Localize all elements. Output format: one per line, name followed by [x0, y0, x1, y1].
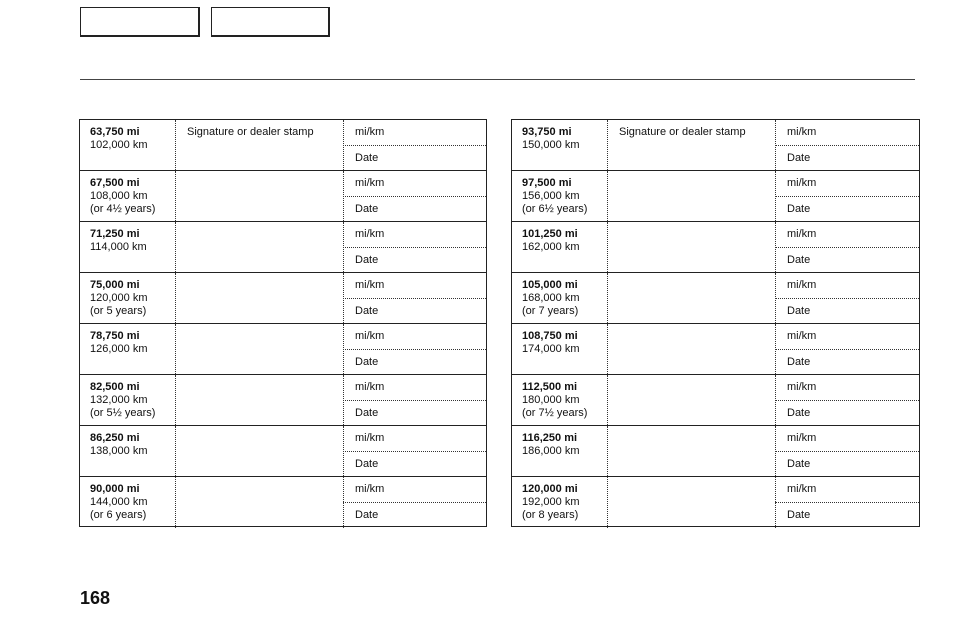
mikm-field[interactable]: mi/km — [355, 279, 385, 291]
signature-field[interactable]: Signature or dealer stamp — [187, 126, 314, 138]
mileage-km: 126,000 km — [90, 343, 148, 355]
log-row — [512, 273, 919, 324]
mikm-field[interactable]: mi/km — [355, 228, 385, 240]
section-tab-1[interactable] — [80, 7, 200, 37]
mikm-field[interactable]: mi/km — [355, 432, 385, 444]
mileage-km: 114,000 km — [90, 241, 147, 253]
mileage-km: 174,000 km — [522, 343, 580, 355]
row-divider-dotted — [343, 247, 486, 248]
column-divider — [607, 120, 608, 170]
mileage-miles: 120,000 mi — [522, 483, 578, 495]
column-divider — [175, 171, 176, 221]
row-divider-dotted — [343, 349, 486, 350]
mikm-field[interactable]: mi/km — [787, 126, 817, 138]
mileage-cell — [90, 126, 174, 152]
mikm-field[interactable]: mi/km — [787, 177, 817, 189]
date-field[interactable]: Date — [787, 356, 811, 368]
mileage-years: (or 7½ years) — [522, 407, 588, 419]
log-row — [512, 171, 919, 222]
mileage-miles: 63,750 mi — [90, 126, 140, 138]
log-row — [512, 222, 919, 273]
date-field[interactable]: Date — [787, 254, 811, 266]
mileage-km: 132,000 km — [90, 394, 148, 406]
log-row — [80, 477, 486, 528]
date-field[interactable]: Date — [355, 407, 379, 419]
column-divider — [175, 273, 176, 323]
column-divider — [175, 120, 176, 170]
mikm-field[interactable]: mi/km — [787, 381, 817, 393]
mileage-miles: 116,250 mi — [522, 432, 578, 444]
date-field[interactable]: Date — [355, 458, 379, 470]
page-number: 168 — [80, 588, 111, 608]
mileage-years: (or 6 years) — [90, 509, 147, 521]
mileage-cell — [90, 279, 174, 318]
log-row — [512, 426, 919, 477]
row-divider-dotted — [775, 247, 919, 248]
mileage-years: (or 6½ years) — [522, 203, 588, 215]
mikm-field[interactable]: mi/km — [355, 483, 385, 495]
mikm-field[interactable]: mi/km — [787, 228, 817, 240]
mileage-cell — [522, 228, 606, 254]
mileage-miles: 108,750 mi — [522, 330, 578, 342]
column-divider — [607, 273, 608, 323]
mileage-years: (or 7 years) — [522, 305, 579, 317]
column-divider — [607, 222, 608, 272]
date-field[interactable]: Date — [787, 203, 811, 215]
log-row — [512, 477, 919, 528]
maintenance-log-table-right — [511, 119, 920, 527]
log-row — [80, 375, 486, 426]
mileage-miles: 86,250 mi — [90, 432, 140, 444]
row-divider-dotted — [775, 196, 919, 197]
column-divider — [607, 477, 608, 528]
mileage-miles: 93,750 mi — [522, 126, 572, 138]
row-divider-dotted — [343, 451, 486, 452]
log-row — [80, 324, 486, 375]
date-field[interactable]: Date — [787, 407, 811, 419]
mileage-miles: 71,250 mi — [90, 228, 140, 240]
row-divider-dotted — [775, 145, 919, 146]
mileage-cell — [90, 330, 174, 356]
mileage-km: 150,000 km — [522, 139, 580, 151]
log-row — [512, 375, 919, 426]
row-divider-dotted — [343, 502, 486, 503]
date-field[interactable]: Date — [787, 509, 811, 521]
mileage-km: 144,000 km — [90, 496, 148, 508]
mileage-miles: 82,500 mi — [90, 381, 140, 393]
mileage-cell — [522, 279, 606, 318]
mikm-field[interactable]: mi/km — [355, 126, 385, 138]
header-rule — [80, 79, 915, 80]
section-tab-2[interactable] — [211, 7, 330, 37]
mileage-miles: 78,750 mi — [90, 330, 140, 342]
mileage-cell — [522, 330, 606, 356]
mileage-km: 192,000 km — [522, 496, 580, 508]
row-divider-dotted — [343, 400, 486, 401]
log-row — [80, 171, 486, 222]
mikm-field[interactable]: mi/km — [787, 432, 817, 444]
date-field[interactable]: Date — [355, 509, 379, 521]
mileage-cell — [90, 381, 174, 420]
date-field[interactable]: Date — [355, 305, 379, 317]
mikm-field[interactable]: mi/km — [787, 483, 817, 495]
mileage-years: (or 5½ years) — [90, 407, 156, 419]
row-divider-dotted — [775, 349, 919, 350]
mileage-km: 156,000 km — [522, 190, 580, 202]
column-divider — [175, 375, 176, 425]
mileage-years: (or 5 years) — [90, 305, 147, 317]
date-field[interactable]: Date — [787, 305, 811, 317]
signature-field[interactable]: Signature or dealer stamp — [619, 126, 746, 138]
mileage-miles: 75,000 mi — [90, 279, 140, 291]
log-row — [512, 324, 919, 375]
maintenance-log-table-left — [79, 119, 487, 527]
mileage-cell — [522, 483, 606, 522]
mileage-km: 186,000 km — [522, 445, 580, 457]
column-divider — [175, 324, 176, 374]
mileage-km: 138,000 km — [90, 445, 148, 457]
mikm-field[interactable]: mi/km — [787, 279, 817, 291]
mileage-cell — [522, 381, 606, 420]
mileage-miles: 90,000 mi — [90, 483, 140, 495]
log-row — [80, 273, 486, 324]
date-field[interactable]: Date — [355, 356, 379, 368]
log-row — [512, 120, 919, 171]
date-field[interactable]: Date — [355, 203, 379, 215]
mileage-cell — [90, 228, 174, 254]
mileage-years: (or 8 years) — [522, 509, 579, 521]
mikm-field[interactable]: mi/km — [355, 381, 385, 393]
mileage-km: 168,000 km — [522, 292, 580, 304]
mileage-cell — [90, 432, 174, 458]
mileage-cell — [522, 177, 606, 216]
column-divider — [607, 171, 608, 221]
mileage-miles: 67,500 mi — [90, 177, 140, 189]
mileage-miles: 112,500 mi — [522, 381, 578, 393]
mileage-cell — [522, 126, 606, 152]
date-field[interactable]: Date — [355, 152, 379, 164]
row-divider-dotted — [775, 298, 919, 299]
mikm-field[interactable]: mi/km — [787, 330, 817, 342]
date-field[interactable]: Date — [355, 254, 379, 266]
column-divider — [175, 426, 176, 476]
date-field[interactable]: Date — [787, 458, 811, 470]
mileage-km: 162,000 km — [522, 241, 580, 253]
column-divider — [175, 477, 176, 528]
mileage-miles: 105,000 mi — [522, 279, 578, 291]
log-row — [80, 426, 486, 477]
row-divider-dotted — [775, 451, 919, 452]
mileage-years: (or 4½ years) — [90, 203, 156, 215]
row-divider-dotted — [775, 400, 919, 401]
row-divider-dotted — [343, 145, 486, 146]
row-divider-dotted — [343, 298, 486, 299]
log-row — [80, 222, 486, 273]
row-divider-dotted — [775, 502, 919, 503]
mileage-cell — [90, 177, 174, 216]
date-field[interactable]: Date — [787, 152, 811, 164]
mileage-miles: 97,500 mi — [522, 177, 572, 189]
mileage-cell — [522, 432, 606, 458]
row-divider-dotted — [343, 196, 486, 197]
mileage-km: 102,000 km — [90, 139, 148, 151]
column-divider — [175, 222, 176, 272]
mileage-km: 120,000 km — [90, 292, 148, 304]
mileage-km: 180,000 km — [522, 394, 580, 406]
mileage-miles: 101,250 mi — [522, 228, 578, 240]
mileage-cell — [90, 483, 174, 522]
column-divider — [607, 426, 608, 476]
column-divider — [607, 375, 608, 425]
column-divider — [607, 324, 608, 374]
mileage-km: 108,000 km — [90, 190, 148, 202]
mikm-field[interactable]: mi/km — [355, 330, 385, 342]
mikm-field[interactable]: mi/km — [355, 177, 385, 189]
log-row — [80, 120, 486, 171]
